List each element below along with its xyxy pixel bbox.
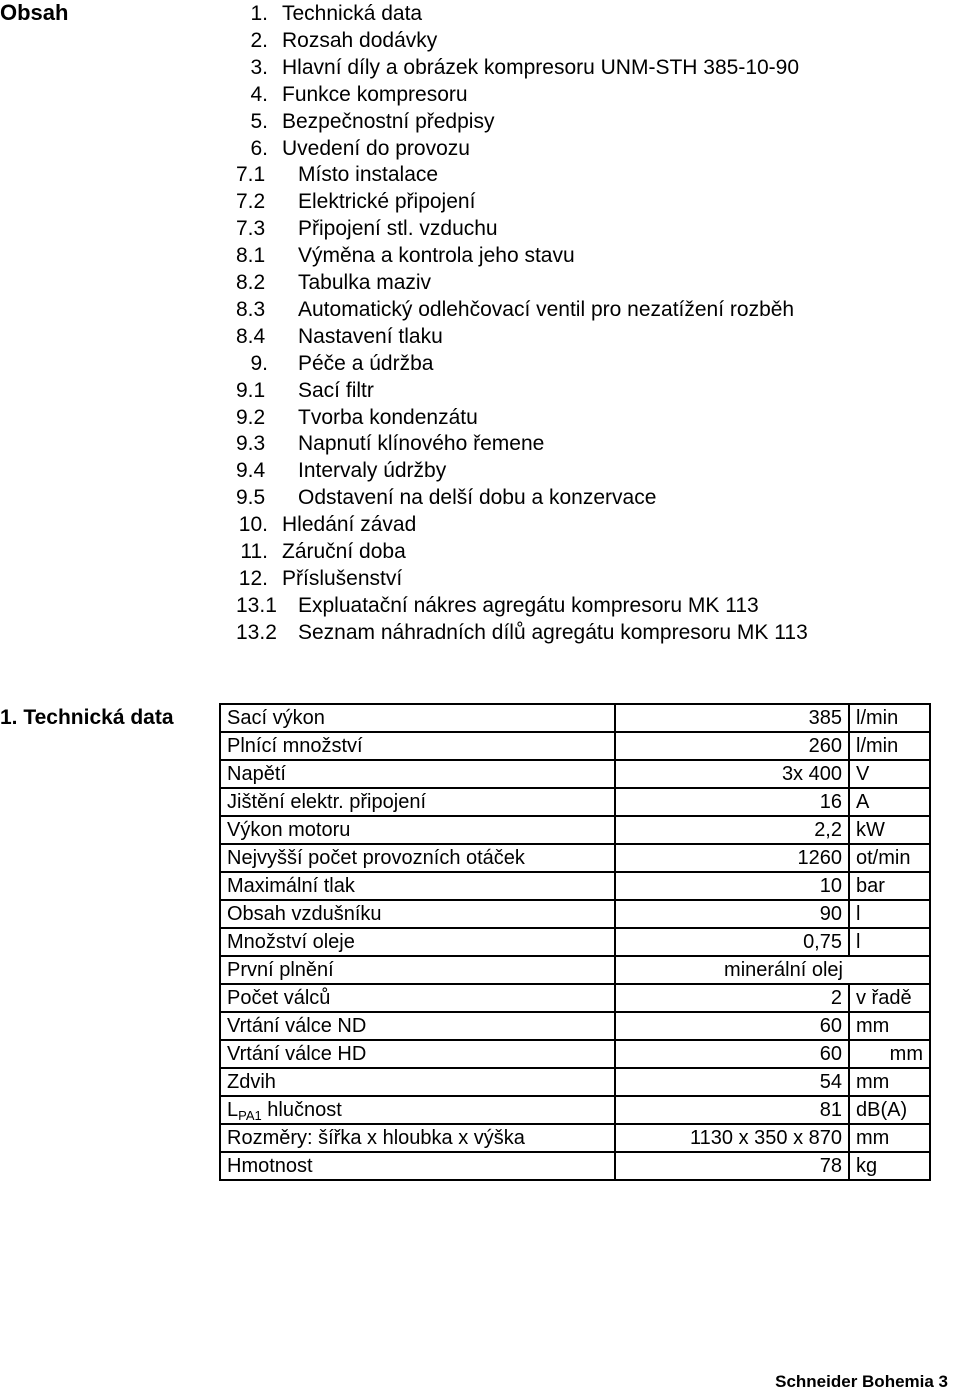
toc-item [0, 242, 900, 269]
toc-item [0, 538, 900, 565]
toc-item-number: 8.2 [236, 271, 266, 294]
toc-item-number: 11. [240, 540, 268, 563]
table-row [220, 704, 930, 732]
toc-item-label: Funkce kompresoru [282, 82, 468, 106]
toc-item-number: 1. [250, 2, 268, 25]
spec-value: 0,75 [615, 928, 849, 956]
spec-label: Jištění elektr. připojení [220, 788, 615, 816]
spec-unit: V [849, 760, 930, 788]
spec-unit: dB(A) [849, 1096, 930, 1124]
toc-item [0, 161, 900, 188]
toc-heading: Obsah [0, 0, 69, 25]
toc-item-label: Uvedení do provozu [282, 136, 470, 160]
spec-label [220, 1096, 615, 1124]
toc-item-label: Napnutí klínového řemene [298, 432, 545, 456]
spec-label: Sací výkon [220, 704, 615, 732]
spec-unit: l [849, 928, 930, 956]
toc-item-label: Připojení stl. vzduchu [298, 217, 498, 241]
spec-value: 1130 x 350 x 870 [615, 1124, 849, 1152]
spec-value: 385 [615, 704, 849, 732]
toc-item-number: 9. [250, 351, 268, 375]
toc-item [0, 511, 900, 538]
toc-item-number: 8.1 [236, 244, 266, 268]
toc-item-number: 13.1 [236, 593, 277, 617]
tech-data-heading: 1. Technická data [0, 706, 174, 729]
toc-item-number: 10. [238, 513, 268, 537]
table-row [220, 872, 930, 900]
spec-value: 81 [615, 1096, 849, 1124]
spec-label: Obsah vzdušníku [220, 900, 615, 928]
toc-item [0, 81, 900, 108]
toc-item [0, 215, 900, 242]
toc-item-number: 9.5 [236, 486, 266, 510]
spec-unit: mm [849, 1068, 930, 1096]
spec-label: Nejvyšší počet provozních otáček [220, 844, 615, 872]
toc-item-label: Intervaly údržby [298, 459, 447, 483]
toc-item-number: 12. [238, 566, 268, 590]
toc-item-label: Rozsah dodávky [282, 28, 438, 52]
toc-item-label: Tvorba kondenzátu [298, 405, 478, 429]
toc-item [0, 619, 900, 646]
footer-text: Schneider Bohemia 3 [775, 1372, 948, 1391]
toc-item-label: Hledání závad [282, 513, 417, 537]
spec-label: Vrtání válce HD [220, 1040, 615, 1068]
spec-value: 60 [615, 1040, 849, 1068]
toc-item [0, 592, 900, 619]
toc-item-number: 9.1 [236, 378, 266, 402]
toc-item [0, 350, 900, 377]
toc-item-number: 4. [250, 82, 268, 106]
table-row [220, 1040, 930, 1068]
spec-unit: kW [849, 816, 930, 844]
spec-unit: l/min [849, 704, 930, 732]
spec-label: Maximální tlak [220, 872, 615, 900]
table-row [220, 844, 930, 872]
spec-label: První plnění [220, 956, 615, 984]
toc-item-number: 7.3 [236, 217, 266, 241]
toc-item-label: Místo instalace [298, 163, 439, 187]
spec-unit: l/min [849, 732, 930, 760]
toc-item [0, 135, 900, 162]
table-row [220, 984, 930, 1012]
toc-item-label: Expluatační nákres agregátu kompresoru MK 113 [298, 593, 759, 617]
toc-item-label: Hlavní díly a obrázek kompresoru UNM-STH 385-10-90 [282, 55, 800, 79]
table-row [220, 1152, 930, 1180]
spec-unit: v řadě [849, 984, 930, 1012]
spec-value: 54 [615, 1068, 849, 1096]
toc-item-number: 9.4 [236, 459, 266, 483]
toc-item-label: Péče a údržba [298, 351, 434, 375]
spec-value: minerální olej [615, 956, 849, 984]
toc-item [0, 377, 900, 404]
spec-label-main: L [227, 1099, 239, 1121]
table-row [220, 1012, 930, 1040]
toc-item-number: 13.2 [236, 620, 277, 644]
table-row [220, 900, 930, 928]
spec-unit: ot/min [849, 844, 930, 872]
spec-unit: bar [849, 872, 930, 900]
spec-label: Hmotnost [220, 1152, 615, 1180]
toc-item-number: 5. [250, 109, 268, 133]
spec-unit: A [849, 788, 930, 816]
spec-unit [849, 956, 930, 984]
spec-label: Napětí [220, 760, 615, 788]
spec-label: Počet válců [220, 984, 615, 1012]
toc-item-number: 2. [250, 28, 268, 52]
spec-label: Plnící množství [220, 732, 615, 760]
toc-item [0, 430, 900, 457]
table-row [220, 928, 930, 956]
toc-item [0, 54, 900, 81]
table-row [220, 1124, 930, 1152]
spec-value: 3x 400 [615, 760, 849, 788]
table-row [220, 956, 930, 984]
spec-value: 78 [615, 1152, 849, 1180]
table-row [220, 760, 930, 788]
toc-item [0, 188, 900, 215]
spec-label-rest: hlučnost [261, 1099, 342, 1121]
spec-label: Zdvih [220, 1068, 615, 1096]
toc-item-number: 6. [250, 136, 268, 160]
spec-value: 260 [615, 732, 849, 760]
toc-item-label: Seznam náhradních dílů agregátu kompresoru MK 113 [298, 620, 808, 644]
toc-item-number: 3. [250, 55, 268, 79]
toc-item-label: Výměna a kontrola jeho stavu [298, 244, 575, 268]
spec-label: Vrtání válce ND [220, 1012, 615, 1040]
toc-item-number: 9.3 [236, 432, 266, 456]
toc-item-label: Tabulka maziv [298, 271, 432, 294]
spec-unit: mm [849, 1124, 930, 1152]
spec-unit: mm [849, 1012, 930, 1040]
spec-label: Výkon motoru [220, 816, 615, 844]
table-row [220, 1068, 930, 1096]
spec-unit: mm [849, 1040, 930, 1068]
toc-item-label: Automatický odlehčovací ventil pro nezatížení rozběh [298, 297, 795, 321]
spec-value: 60 [615, 1012, 849, 1040]
toc-item [0, 296, 900, 323]
table-row [220, 732, 930, 760]
spec-unit: l [849, 900, 930, 928]
spec-value: 16 [615, 788, 849, 816]
toc-item-number: 8.3 [236, 297, 266, 321]
toc-item-number: 8.4 [236, 324, 266, 348]
toc-item-label: Odstavení na delší dobu a konzervace [298, 486, 657, 510]
toc-item-label: Příslušenství [282, 566, 403, 590]
toc-item-label: Bezpečnostní předpisy [282, 109, 495, 133]
toc-item [0, 0, 900, 27]
toc-item-label: Nastavení tlaku [298, 324, 443, 348]
spec-value: 1260 [615, 844, 849, 872]
toc-item [0, 565, 900, 592]
spec-value: 90 [615, 900, 849, 928]
spec-label: Rozměry: šířka x hloubka x výška [220, 1124, 615, 1152]
toc-item-number: 9.2 [236, 405, 266, 429]
toc-item [0, 108, 900, 135]
table-row [220, 788, 930, 816]
spec-unit: kg [849, 1152, 930, 1180]
spec-label-subscript: PA1 [238, 1108, 262, 1123]
spec-value: 2,2 [615, 816, 849, 844]
toc-item-number: 7.2 [236, 190, 266, 214]
toc-item [0, 27, 900, 54]
toc-item-label: Záruční doba [282, 540, 406, 563]
toc-item [0, 484, 900, 511]
toc-item-label: Technická data [282, 2, 423, 25]
toc-item [0, 269, 900, 296]
spec-value: 10 [615, 872, 849, 900]
toc-item-label: Elektrické připojení [298, 190, 476, 214]
toc-item-label: Sací filtr [298, 378, 374, 402]
toc-item [0, 323, 900, 350]
toc-item [0, 404, 900, 431]
tech-data-table [219, 703, 931, 1181]
toc-item-number: 7.1 [236, 163, 266, 187]
table-row [220, 816, 930, 844]
toc-item [0, 457, 900, 484]
spec-label: Množství oleje [220, 928, 615, 956]
spec-value: 2 [615, 984, 849, 1012]
table-row [220, 1096, 930, 1124]
